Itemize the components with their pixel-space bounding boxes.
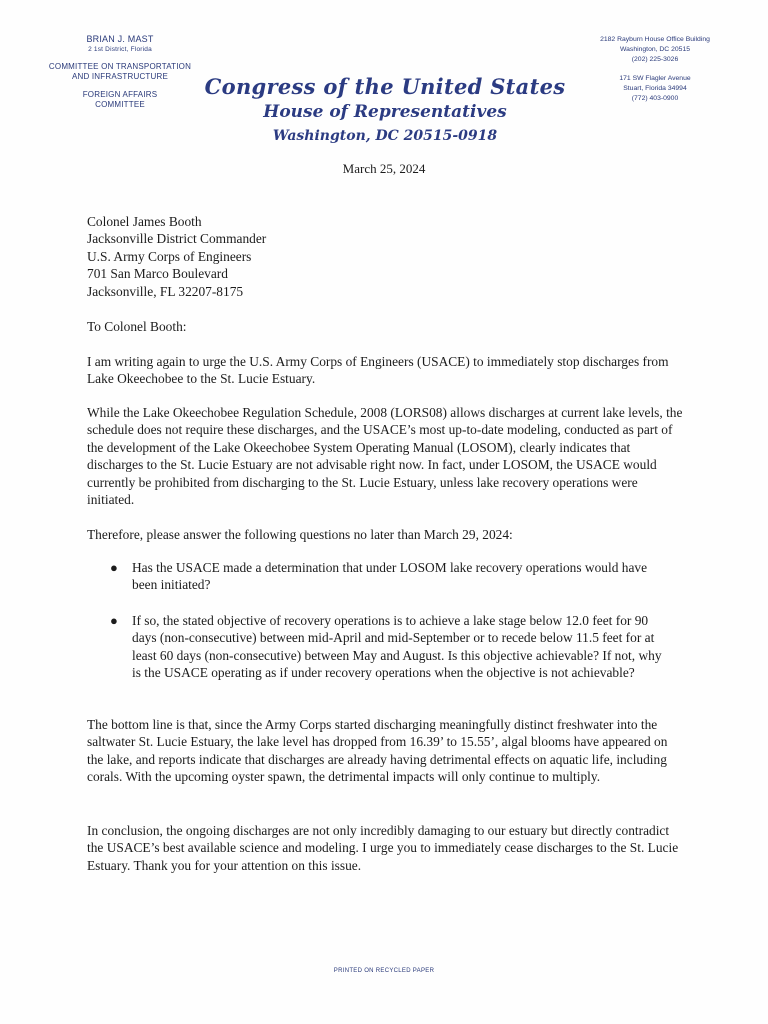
letterhead-offices-block bbox=[580, 35, 730, 114]
bullet-icon: ● bbox=[110, 612, 118, 628]
recipient-line: 701 San Marco Boulevard bbox=[87, 266, 228, 282]
letter-date: March 25, 2024 bbox=[342, 161, 426, 176]
question-list bbox=[108, 559, 668, 699]
recipient-line: Jacksonville District Commander bbox=[87, 231, 267, 247]
paragraph-request: Therefore, please answer the following questions no later than March 29, 2024: bbox=[87, 527, 513, 542]
house-title: House of Representatives bbox=[263, 102, 507, 122]
address-line: 171 SW Flagler Avenue bbox=[619, 75, 691, 83]
dc-office-address bbox=[580, 35, 730, 64]
committee-transportation bbox=[30, 62, 210, 81]
committee-line: COMMITTEE bbox=[95, 99, 145, 109]
address-line: Stuart, Florida 34994 bbox=[623, 85, 687, 93]
recipient-line: U.S. Army Corps of Engineers bbox=[87, 248, 252, 264]
address-line: 2182 Rayburn House Office Building bbox=[600, 36, 710, 43]
paragraph-conclusion: In conclusion, the ongoing discharges are not only incredibly damaging to our estuary but directly contradict the USACE’s best available science and modeling. I urge you to immediately cease discharges to the St. Lucie Estuary. Thank you for your attention on this issue. bbox=[87, 823, 679, 873]
recipient-address bbox=[87, 213, 687, 300]
paragraph-context: While the Lake Okeechobee Regulation Schedule, 2008 (LORS08) allows discharges at current lake levels, the schedule does not require these discharges, and the USACE’s most up-to-date modeling, conducted as part of the development of the Lake Okeechobee System Operating Manual (LOSOM), clearly indicates that discharges to the St. Lucie Estuary are not advisable right now. In fact, under LOSOM, the USACE would currently be prohibited from discharging to the St. Lucie Estuary, unless lake recovery operations were initiated. bbox=[87, 405, 683, 508]
recipient-line: Colonel James Booth bbox=[87, 214, 202, 229]
district-office-address bbox=[580, 74, 730, 103]
salutation: To Colonel Booth: bbox=[87, 319, 187, 334]
address-line: Washington, DC 20515 bbox=[619, 45, 691, 53]
question-item bbox=[108, 559, 668, 594]
bullet-icon: ● bbox=[110, 560, 118, 575]
committee-line: FOREIGN AFFAIRS bbox=[82, 90, 158, 99]
recycled-paper-note: PRINTED ON RECYCLED PAPER bbox=[333, 968, 435, 974]
question-text: If so, the stated objective of recovery operations is to achieve a lake stage below 12.0 feet for 90 days (non-consecutive) between mid-April and mid-September or to recede below 11.5 feet for at least 60 days (non-consecutive) between May and August. Is this objective achievable? If not, why is the USACE operating as if under recovery operations when the objective is not achievable? bbox=[132, 612, 662, 681]
phone-line: (202) 225-3026 bbox=[631, 55, 679, 63]
recipient-line: Jacksonville, FL 32207-8175 bbox=[87, 283, 244, 299]
member-name: BRIAN J. MAST bbox=[86, 34, 154, 44]
paragraph-bottom-line: The bottom line is that, since the Army Corps started discharging meaningfully distinct freshwater into the saltwater St. Lucie Estuary, the lake level has dropped from 16.39’ to 15.55’, algal blooms have appeared on the lake, and reports indicate that discharges are already having detrimental effects on aquatic life, including corals. With the upcoming oyster spawn, the detrimental impacts will only continue to multiply. bbox=[87, 717, 668, 785]
member-district: 2 1st District, Florida bbox=[88, 45, 152, 53]
phone-line: (772) 403-0900 bbox=[631, 94, 679, 102]
letterhead-title bbox=[200, 74, 570, 148]
city-line: Washington, DC 20515-0918 bbox=[272, 128, 498, 144]
letterhead-member-block bbox=[30, 35, 210, 118]
committee-line: COMMITTEE ON TRANSPORTATION bbox=[48, 62, 192, 71]
committee-foreign-affairs bbox=[30, 90, 210, 109]
committee-line: AND INFRASTRUCTURE bbox=[71, 71, 169, 81]
congress-title: Congress of the United States bbox=[204, 74, 566, 99]
question-item bbox=[108, 612, 668, 682]
question-text: Has the USACE made a determination that under LOSOM lake recovery operations would have been initiated? bbox=[132, 560, 648, 593]
paragraph-intro: I am writing again to urge the U.S. Army Corps of Engineers (USACE) to immediately stop discharges from Lake Okeechobee to the St. Lucie Estuary. bbox=[87, 354, 669, 387]
